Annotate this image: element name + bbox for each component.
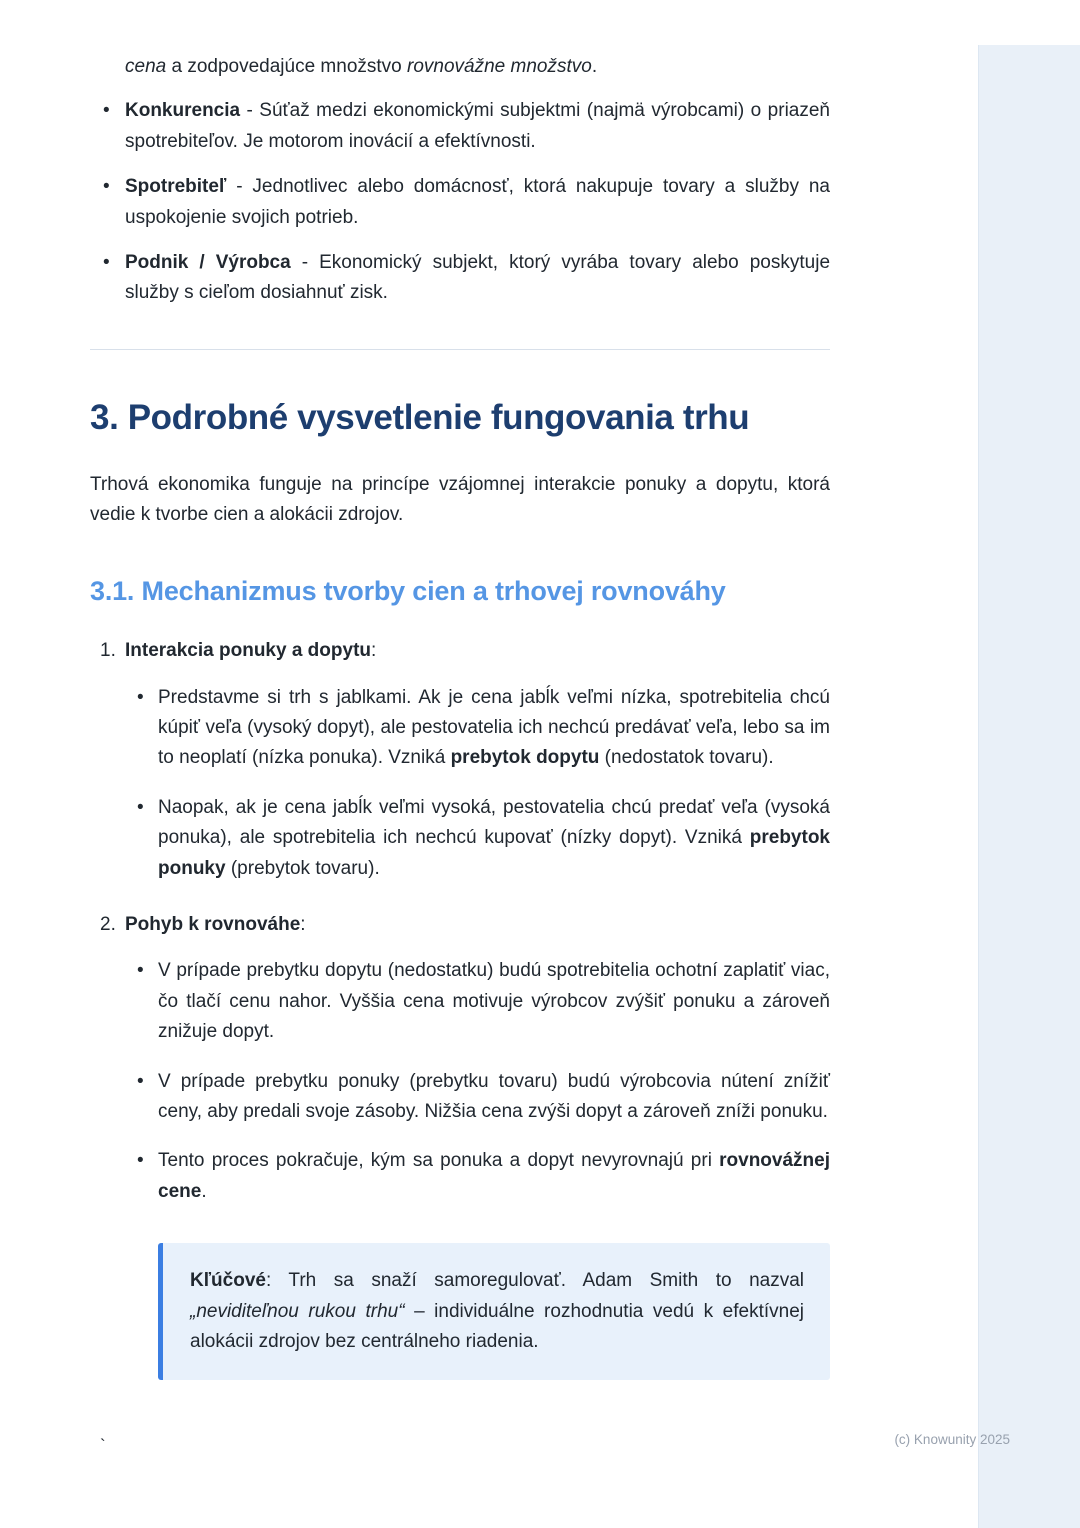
numbered-item (90, 910, 830, 1207)
item-number: 2. (100, 914, 116, 935)
intro-paragraph: Trhová ekonomika funguje na princípe vzájomnej interakcie ponuky a dopytu, ktorá vedie k tvorbe cien a alokácii zdrojov. (90, 473, 830, 526)
section-divider (90, 349, 830, 350)
sub-list-item: • Predstavme si trh s jablkami. Ak je cena jabĺk veľmi nízka, spotrebitelia chcú kúpiť veľa (vysoký dopyt), ale pestovatelia ich nechcú predávať veľa, lebo sa im to neoplatí (nízka ponuka). Vzniká prebytok dopytu (nedostatok tovaru). (125, 683, 830, 774)
sub-list-item: • V prípade prebytku ponuky (prebytku tovaru) budú výrobcovia nútení znížiť ceny, aby predali svoje zásoby. Nižšia cena zvýši dopyt a zároveň zníži ponuku. (125, 1067, 830, 1128)
paragraph-continuation: cena a zodpovedajúce množstvo rovnovážne množstvo. (125, 56, 598, 77)
item-title: Pohyb k rovnováhe: (125, 914, 306, 935)
list-item: • Konkurencia - Súťaž medzi ekonomickými subjektmi (najmä výrobcami) o priazeň spotrebiteľov. Je motorom inovácií a efektívnosti. (90, 96, 830, 157)
list-item: • Spotrebiteľ - Jednotlivec alebo domácnosť, ktorá nakupuje tovary a služby na uspokojenie svojich potrieb. (90, 172, 830, 233)
key-callout (158, 1243, 830, 1380)
document-content (90, 52, 830, 1380)
sub-list-item: • Naopak, ak je cena jabĺk veľmi vysoká, pestovatelia chcú predať veľa (vysoká ponuka), ale spotrebitelia ich nechcú kupovať (nízky dopyt). Vzniká prebytok ponuky (prebytok tovaru). (125, 793, 830, 884)
item-title: Interakcia ponuky a dopytu: (125, 640, 377, 662)
sub-bullet-list (125, 956, 830, 1207)
list-item: • Podnik / Výrobca - Ekonomický subjekt, ktorý vyrába tovary alebo poskytuje služby s cieľom dosiahnuť zisk. (90, 248, 830, 309)
sub-list-item: • Tento proces pokračuje, kým sa ponuka a dopyt nevyrovnajú pri rovnovážnej cene. (125, 1146, 830, 1207)
section-heading: 3. Podrobné vysvetlenie fungovania trhu (90, 397, 750, 437)
definitions-list (90, 96, 830, 308)
numbered-list (90, 636, 830, 1207)
copyright: (c) Knowunity 2025 (894, 1432, 1010, 1447)
sub-list-item: • V prípade prebytku dopytu (nedostatku) budú spotrebitelia ochotní zaplatiť viac, čo tlačí cenu nahor. Vyššia cena motivuje výrobcov zvýšiť ponuku a zároveň znižuje dopyt. (125, 956, 830, 1047)
subsection-heading: 3.1. Mechanizmus tvorby cien a trhovej rovnováhy (90, 575, 726, 606)
stray-backtick: ` (100, 1436, 106, 1455)
callout-text: Kľúčové: Trh sa snaží samoregulovať. Adam Smith to nazval „neviditeľnou rukou trhu“ – individuálne rozhodnutia vedú k efektívnej alokácii zdrojov bez centrálneho riadenia. (190, 1270, 804, 1352)
item-number: 1. (100, 640, 116, 662)
numbered-item (90, 636, 830, 884)
next-page-edge (978, 45, 1080, 1528)
sub-bullet-list (125, 683, 830, 884)
